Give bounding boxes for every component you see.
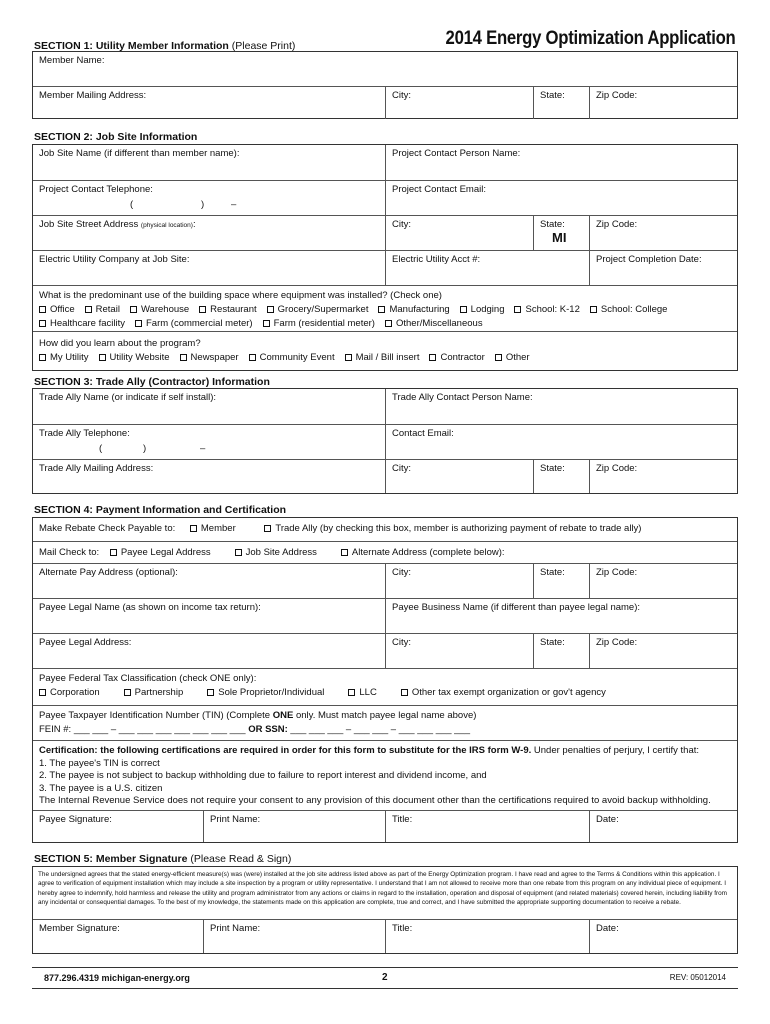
- member-signature-label: Member Signature:: [39, 923, 120, 934]
- section-3-title: SECTION 3: Trade Ally (Contractor) Information: [34, 376, 270, 388]
- trade-ally-name-row: [33, 389, 737, 424]
- document-title: 2014 Energy Optimization Application: [446, 28, 736, 49]
- date-label: Date:: [596, 923, 619, 934]
- print-name-label: Print Name:: [210, 923, 261, 934]
- agreement-row: [33, 867, 737, 919]
- mail-check-group: [33, 542, 737, 564]
- checkbox[interactable]: [264, 525, 271, 532]
- option-farm-commercial-meter[interactable]: Farm (commercial meter): [135, 317, 253, 331]
- trade-ally-mailing-label: Trade Ally Mailing Address:: [39, 463, 154, 474]
- trade-ally-contact-field[interactable]: [385, 389, 737, 424]
- option-contractor[interactable]: Contractor: [429, 351, 484, 365]
- option-my-utility[interactable]: My Utility: [39, 351, 89, 365]
- phone-dash: –: [231, 199, 237, 210]
- street-row: [33, 215, 737, 250]
- member-title-field[interactable]: [385, 920, 589, 953]
- checkbox[interactable]: [199, 306, 206, 313]
- checkbox[interactable]: [99, 354, 106, 361]
- option-payee-legal-address[interactable]: Payee Legal Address: [110, 546, 211, 560]
- checkbox[interactable]: [514, 306, 521, 313]
- trade-ally-name-label: Trade Ally Name (or indicate if self install):: [39, 392, 217, 403]
- member-signature-field[interactable]: [33, 920, 203, 953]
- option-retail[interactable]: Retail: [85, 303, 120, 317]
- payee-signature-label: Payee Signature:: [39, 814, 112, 825]
- member-city-field[interactable]: [385, 87, 533, 119]
- state-label: State:: [540, 463, 565, 474]
- footer-contact: 877.296.4319 michigan-energy.org: [44, 973, 190, 983]
- trade-ally-telephone-field[interactable]: [33, 425, 385, 459]
- project-contact-person-label: Project Contact Person Name:: [392, 148, 521, 159]
- or-ssn-label: OR SSN:: [248, 724, 288, 735]
- checkbox[interactable]: [267, 306, 274, 313]
- job-site-state-field[interactable]: [533, 216, 589, 250]
- trade-ally-mailing-field[interactable]: [33, 460, 385, 493]
- checkbox[interactable]: [180, 354, 187, 361]
- member-state-field[interactable]: [533, 87, 589, 119]
- checkbox[interactable]: [460, 306, 467, 313]
- payable-trade-ally-option[interactable]: Trade Ally (by checking this box, member is authorizing payment of rebate to trade ally): [264, 522, 641, 536]
- option-other-miscellaneous[interactable]: Other/Miscellaneous: [385, 317, 483, 331]
- option-farm-residential-meter[interactable]: Farm (residential meter): [263, 317, 375, 331]
- mail-check-row: [33, 541, 737, 563]
- site-name-row: [33, 145, 737, 180]
- option-job-site-address[interactable]: Job Site Address: [235, 546, 317, 560]
- trade-ally-zip-field[interactable]: [589, 460, 737, 493]
- state-label: State:: [540, 219, 565, 230]
- city-label: City:: [392, 219, 411, 230]
- payee-signature-row: [33, 810, 737, 842]
- city-label: City:: [392, 90, 411, 101]
- agreement-text: The undersigned agrees that the stated energy-efficient measure(s) was (were) installed at the job site address listed above as part of the Energy Optimization program. I have read and agree to the Terms & Conditions within this application. I agree to verification of equipment installation which may include a site inspection by a program or utility representative. I understand that I am not allowed to receive more than one rebate from this program on any individual piece of equipment. I hereby agree to indemnify, hold harmless and release the utility and program administrator from any actions or claims in regard to the installation, operation and disposal of equipment (and related materials) covered herein, including liability from any incidental or consequential damages. To the best of my knowledge, the statements made on this application are complete, true and correct, and I have submitted the appropriate supporting documentation to receive a rebate.: [38, 871, 728, 906]
- checkbox[interactable]: [263, 320, 270, 327]
- payee-legal-name-field[interactable]: [33, 599, 385, 633]
- option-utility-website[interactable]: Utility Website: [99, 351, 170, 365]
- building-use-options-row2: [39, 317, 731, 331]
- alternate-address-label: Alternate Pay Address (optional):: [39, 567, 178, 578]
- page-footer: [32, 967, 738, 989]
- project-email-field[interactable]: [385, 181, 737, 215]
- payee-state-field[interactable]: [533, 634, 589, 668]
- member-signature-row: [33, 919, 737, 953]
- trade-ally-email-label: Contact Email:: [392, 428, 454, 439]
- checkbox[interactable]: [207, 689, 214, 696]
- checkbox[interactable]: [429, 354, 436, 361]
- certification-row: [33, 740, 737, 810]
- option-community-event[interactable]: Community Event: [249, 351, 335, 365]
- phone-dash: –: [200, 443, 206, 454]
- tin-group: [33, 706, 737, 741]
- zip-label: Zip Code:: [596, 90, 638, 101]
- fein-field[interactable]: FEIN #: ___ ___ – ___ ___ ___ ___ ___ ___ ___: [39, 724, 246, 735]
- title-label: Title:: [392, 923, 413, 934]
- checkbox[interactable]: [124, 689, 131, 696]
- payee-title-field[interactable]: [385, 811, 589, 842]
- option-other-tax-exempt-organization-or-gov-t-agency[interactable]: Other tax exempt organization or gov't agency: [401, 686, 606, 700]
- utility-row: [33, 250, 737, 285]
- utility-company-label: Electric Utility Company at Job Site:: [39, 254, 190, 265]
- section-1-title: SECTION 1: Utility Member Information: [34, 40, 229, 52]
- tax-class-options: [39, 686, 731, 700]
- mail-check-label: Mail Check to:: [39, 547, 100, 558]
- trade-ally-address-row: [33, 459, 737, 493]
- payee-legal-address-field[interactable]: [33, 634, 385, 668]
- job-site-city-field[interactable]: [385, 216, 533, 250]
- certification-text: Certification: the following certifications are required in order for this form to substitute for the IRS form W-9. Under penalties of perjury, I certify that: 1. The payee's TIN is correct 2. The payee is not subject to backup withholding due to failure to report interest and dividend income, and 3. The payee is a U.S. citizen The Internal Revenue Service does not require your consent to any provision of this document other than the certifications required to avoid backup withholding.: [39, 745, 711, 806]
- payee-business-name-field[interactable]: [385, 599, 737, 633]
- section-3-box: [32, 388, 738, 494]
- job-site-street-label: Job Site Street Address (physical location):: [39, 219, 196, 230]
- zip-label: Zip Code:: [596, 463, 638, 474]
- option-mail-bill-insert[interactable]: Mail / Bill insert: [345, 351, 420, 365]
- checkbox[interactable]: [378, 306, 385, 313]
- checkbox[interactable]: [110, 549, 117, 556]
- learn-row: [33, 331, 737, 368]
- payee-legal-name-label: Payee Legal Name (as shown on income tax return):: [39, 602, 261, 613]
- member-name-label: Member Name:: [39, 55, 105, 66]
- phone-close-paren: ): [201, 199, 205, 210]
- tax-class-question: Payee Federal Tax Classification (check ONE only):: [39, 673, 257, 684]
- building-use-options-row1: [39, 303, 731, 317]
- alt-address-row: [33, 563, 737, 598]
- building-use-group: [33, 286, 737, 335]
- payee-business-name-label: Payee Business Name (if different than payee legal name):: [392, 602, 641, 613]
- checkbox[interactable]: [590, 306, 597, 313]
- project-contact-person-field[interactable]: [385, 145, 737, 180]
- option-healthcare-facility[interactable]: Healthcare facility: [39, 317, 125, 331]
- payee-address-row: [33, 633, 737, 668]
- section-2-heading: [34, 131, 197, 143]
- phone-close-paren: ): [143, 443, 147, 454]
- section-2-box: [32, 144, 738, 371]
- checkbox[interactable]: [345, 354, 352, 361]
- ssn-field[interactable]: ___ ___ ___ – ___ ___ – ___ ___ ___ ___: [290, 724, 471, 735]
- section-4-title: SECTION 4: Payment Information and Certification: [34, 504, 287, 516]
- utility-account-label: Electric Utility Acct #:: [392, 254, 481, 265]
- state-label: State:: [540, 90, 565, 101]
- section-2-title: SECTION 2: Job Site Information: [34, 131, 198, 143]
- payee-legal-address-label: Payee Legal Address:: [39, 637, 132, 648]
- member-print-name-field[interactable]: [203, 920, 385, 953]
- mail-check-options: [110, 547, 529, 558]
- section-4-box: [32, 517, 738, 843]
- payee-date-field[interactable]: [589, 811, 737, 842]
- alternate-address-field[interactable]: [33, 564, 385, 598]
- checkbox[interactable]: [341, 549, 348, 556]
- member-name-field[interactable]: [33, 52, 737, 86]
- checkbox[interactable]: [249, 354, 256, 361]
- print-name-label: Print Name:: [210, 814, 261, 825]
- checkbox[interactable]: [130, 306, 137, 313]
- tin-instruction: Payee Taxpayer Identification Number (TIN) (Complete ONE only. Must match payee legal name above): [39, 710, 477, 721]
- zip-label: Zip Code:: [596, 637, 638, 648]
- state-label: State:: [540, 637, 565, 648]
- option-partnership[interactable]: Partnership: [124, 686, 184, 700]
- trade-ally-state-field[interactable]: [533, 460, 589, 493]
- option-corporation[interactable]: Corporation: [39, 686, 100, 700]
- option-restaurant[interactable]: Restaurant: [199, 303, 256, 317]
- member-date-field[interactable]: [589, 920, 737, 953]
- project-telephone-field[interactable]: [33, 181, 385, 215]
- tax-class-group: [33, 669, 737, 704]
- zip-label: Zip Code:: [596, 567, 638, 578]
- job-site-name-label: Job Site Name (if different than member name):: [39, 148, 240, 159]
- member-address-row: [33, 86, 737, 119]
- member-mailing-label: Member Mailing Address:: [39, 90, 147, 101]
- title-label: Title:: [392, 814, 413, 825]
- member-mailing-address-field[interactable]: [33, 87, 385, 119]
- phone-open-paren: (: [130, 199, 134, 210]
- learn-group: [33, 332, 737, 369]
- city-label: City:: [392, 637, 411, 648]
- building-use-question: What is the predominant use of the building space where equipment was installed? (Check one): [39, 290, 442, 301]
- checkbox[interactable]: [39, 354, 46, 361]
- checkbox[interactable]: [385, 320, 392, 327]
- checkbox[interactable]: [85, 306, 92, 313]
- checkbox[interactable]: [39, 306, 46, 313]
- checkbox[interactable]: [495, 354, 502, 361]
- section-1-box: [32, 51, 738, 119]
- tax-class-row: [33, 668, 737, 705]
- revision-label: REV: 05012014: [669, 973, 726, 982]
- job-site-zip-field[interactable]: [589, 216, 737, 250]
- page-number: 2: [382, 972, 388, 983]
- checkbox[interactable]: [401, 689, 408, 696]
- option-llc[interactable]: LLC: [348, 686, 376, 700]
- checkbox[interactable]: [190, 525, 197, 532]
- checkbox[interactable]: [135, 320, 142, 327]
- trade-ally-city-field[interactable]: [385, 460, 533, 493]
- checkbox[interactable]: [235, 549, 242, 556]
- section-5-title: SECTION 5: Member Signature: [34, 853, 188, 865]
- completion-date-label: Project Completion Date:: [596, 254, 702, 265]
- payee-name-row: [33, 598, 737, 633]
- utility-company-field[interactable]: [33, 251, 385, 285]
- telephone-row: [33, 180, 737, 215]
- phone-open-paren: (: [99, 443, 103, 454]
- payable-row: [33, 518, 737, 541]
- section-5-note: (Please Read & Sign): [190, 853, 292, 865]
- option-warehouse[interactable]: Warehouse: [130, 303, 189, 317]
- section-1-note: (Please Print): [231, 40, 296, 52]
- state-label: State:: [540, 567, 565, 578]
- payee-print-name-field[interactable]: [203, 811, 385, 842]
- option-manufacturing[interactable]: Manufacturing: [378, 303, 449, 317]
- checkbox[interactable]: [39, 320, 46, 327]
- project-telephone-label: Project Contact Telephone:: [39, 184, 153, 195]
- option-school-college[interactable]: School: College: [590, 303, 668, 317]
- alt-city-field[interactable]: [385, 564, 533, 598]
- section-5-heading: [34, 853, 291, 865]
- option-grocery-supermarket[interactable]: Grocery/Supermarket: [267, 303, 369, 317]
- zip-label: Zip Code:: [596, 219, 638, 230]
- trade-ally-email-field[interactable]: [385, 425, 737, 459]
- member-zip-field[interactable]: [589, 87, 737, 119]
- section-5-box: [32, 866, 738, 954]
- payable-group: [33, 518, 737, 540]
- option-newspaper[interactable]: Newspaper: [180, 351, 239, 365]
- learn-question: How did you learn about the program?: [39, 338, 201, 349]
- payable-label: Make Rebate Check Payable to:: [39, 523, 176, 534]
- building-use-row: [33, 285, 737, 331]
- job-site-street-field[interactable]: [33, 216, 385, 250]
- city-label: City:: [392, 463, 411, 474]
- trade-ally-phone-row: [33, 424, 737, 459]
- trade-ally-telephone-label: Trade Ally Telephone:: [39, 428, 130, 439]
- city-label: City:: [392, 567, 411, 578]
- option-lodging[interactable]: Lodging: [460, 303, 505, 317]
- checkbox[interactable]: [348, 689, 355, 696]
- tin-row: [33, 705, 737, 740]
- learn-options: [39, 351, 731, 365]
- payee-zip-field[interactable]: [589, 634, 737, 668]
- checkbox[interactable]: [39, 689, 46, 696]
- payee-signature-field[interactable]: [33, 811, 203, 842]
- project-email-label: Project Contact Email:: [392, 184, 486, 195]
- alt-state-field[interactable]: [533, 564, 589, 598]
- utility-account-field[interactable]: [385, 251, 589, 285]
- state-value: MI: [552, 230, 567, 245]
- section-3-heading: [34, 376, 270, 388]
- option-alternate-address-complete-below[interactable]: Alternate Address (complete below):: [341, 546, 505, 560]
- completion-date-field[interactable]: [589, 251, 737, 285]
- option-sole-proprietor-individual[interactable]: Sole Proprietor/Individual: [207, 686, 324, 700]
- trade-ally-contact-label: Trade Ally Contact Person Name:: [392, 392, 533, 403]
- job-site-name-field[interactable]: [33, 145, 385, 180]
- alt-zip-field[interactable]: [589, 564, 737, 598]
- option-other[interactable]: Other: [495, 351, 530, 365]
- payable-member-option[interactable]: Member: [190, 522, 236, 536]
- payee-city-field[interactable]: [385, 634, 533, 668]
- trade-ally-name-field[interactable]: [33, 389, 385, 424]
- option-school-k-12[interactable]: School: K-12: [514, 303, 579, 317]
- section-4-heading: [34, 504, 286, 516]
- option-office[interactable]: Office: [39, 303, 75, 317]
- date-label: Date:: [596, 814, 619, 825]
- member-name-row: [33, 52, 737, 86]
